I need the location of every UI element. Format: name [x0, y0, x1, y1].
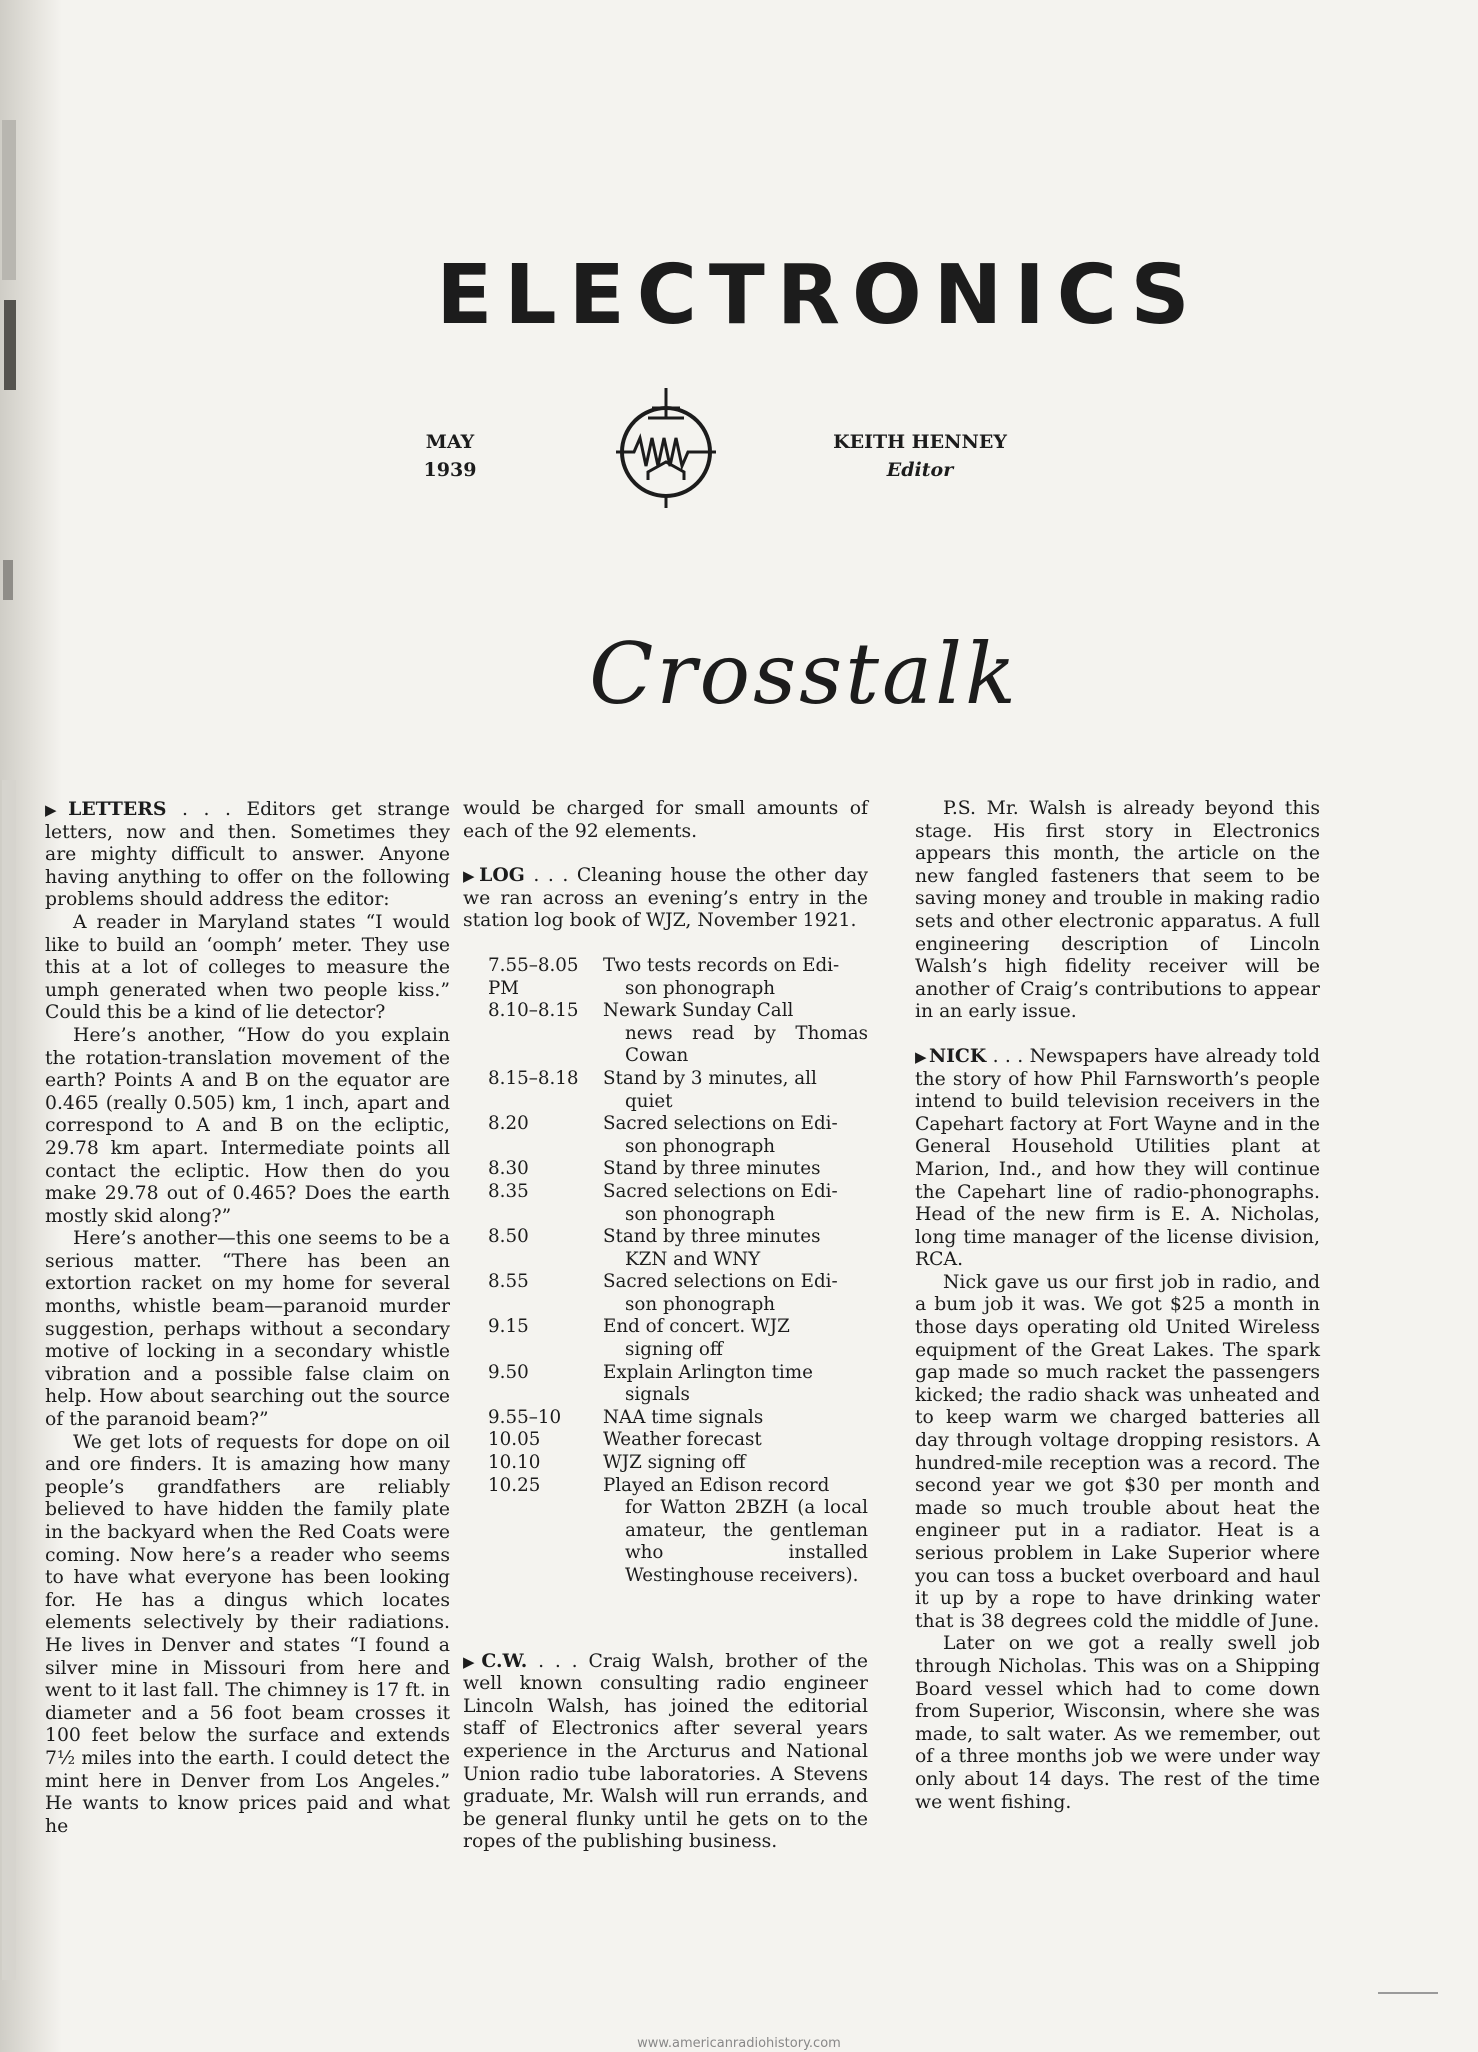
paragraph: We get lots of requests for dope on oil and ore finders. It is amazing how many people’s grandfathers are reliably believed to have hidden the family plate in the backyard when the Red Coats were coming. Now here’s a reader who seems to have what everyone has been looking for. He has a dingus which locates elements selectively by their radiations. He lives in Denver and states “I found a silver mine in Missouri from here and went to it last fall. The chimney is 17 ft. in diameter and a 56 foot beam crosses it 100 feet below the surface and extends 7½ miles into the earth. I could detect the mint here in Denver from Los Angeles.” He wants to know prices paid and what he [45, 1431, 450, 1837]
section-arrow-icon: ▶ [463, 1652, 480, 1671]
editor-role: Editor [886, 459, 954, 481]
section-arrow-icon: ▶ [463, 867, 478, 886]
log-paragraph: ▶ LOG . . . Cleaning house the other day we ran across an evening’s entry in the station log book of WJZ, November 1921. [463, 864, 868, 932]
log-entry [463, 1316, 868, 1361]
column-1 [45, 798, 450, 1838]
log-description: WJZ signing off [603, 1452, 746, 1474]
log-entry [463, 1271, 868, 1316]
tube-logo-icon [612, 386, 720, 510]
log-entry [463, 1181, 868, 1226]
log-description: Stand by three minutes [603, 1158, 821, 1180]
log-entry [463, 1158, 868, 1181]
log-time: 8.10–8.15 [488, 1000, 579, 1022]
log-entry [463, 1429, 868, 1452]
log-entry [463, 1000, 868, 1068]
log-continuation: quiet [625, 1090, 673, 1112]
log-time: 7.55–8.05 PM [488, 954, 579, 999]
log-continuation: signing off [625, 1339, 723, 1361]
ps-paragraph: P.S. Mr. Walsh is already beyond this stage. His first story in Electronics appears this month, the article on the new fangled fasteners that seem to be saving money and trouble in making radio sets and other electronic apparatus. A full engineering description of Lincoln Walsh’s high fidelity receiver will be another of Craig’s contributions to appear in an early issue. [915, 798, 1320, 1023]
log-time: 8.20 [488, 1113, 529, 1135]
paragraph: Nick gave us our first job in radio, and a bum job it was. We got $25 a month in those days operating old United Wireless equipment of the Great Lakes. The spark gap made so much racket the passengers kicked; the radio shack was unheated and to keep warm we charged batteries all day through voltage dropping resistors. A hundred-mile reception was a record. The second year we got $30 per month and made so much trouble about heat the engineer put in a radiator. Heat is a serious problem in Lake Superior where you can toss a bucket overboard and haul it up by a rope to have drinking water that is 38 degrees cold the middle of June. [915, 1271, 1320, 1632]
log-time: 8.55 [488, 1271, 529, 1293]
letters-paragraph: ▶ LETTERS . . . Editors get strange letters, now and then. Sometimes they are mighty difficult to answer. Anyone having anything to offer on the following problems should address the editor: [45, 798, 450, 911]
column-3 [915, 798, 1320, 1814]
log-description: Stand by 3 minutes, all quiet [603, 1068, 868, 1113]
cw-paragraph: ▶ C.W. . . . Craig Walsh, brother of the well known consulting radio engineer Lincoln Walsh, has joined the editorial staff of Electronics after several years experience in the Arcturus and National Union radio tube laboratories. A Stevens graduate, Mr. Walsh will run errands, and be general flunky until he gets on to the ropes of the publishing business. [463, 1649, 868, 1853]
section-keyword: LETTERS [68, 798, 167, 820]
paragraph: Later on we got a really swell job through Nicholas. This was on a Shipping Board vessel which had to come down from Superior, Wisconsin, where she was made, to salt water. As we remember, out of a three months job we were under way only about 14 days. The rest of the time we went fishing. [915, 1633, 1320, 1813]
margin-rule [1378, 1992, 1438, 1994]
log-entry [463, 1407, 868, 1430]
log-description: Sacred selections on Edi- son phonograph [603, 1271, 868, 1316]
log-continuation: for Watton 2BZH (a local amateur, the gentleman who installed Westinghouse receivers). [625, 1497, 868, 1586]
issue-date [395, 428, 505, 484]
log-description: Sacred selections on Edi- son phonograph [603, 1113, 868, 1158]
issue-year: 1939 [423, 459, 477, 481]
log-description: NAA time signals [603, 1406, 764, 1428]
log-time: 9.55–10 [488, 1406, 562, 1428]
log-description: Played an Edison record for Watton 2BZH (a local amateur, the gentleman who installed Westinghouse receivers). [603, 1474, 868, 1586]
log-entry [463, 1113, 868, 1158]
log-time: 8.50 [488, 1226, 529, 1248]
log-time: 10.10 [488, 1452, 541, 1474]
section-arrow-icon: ▶ [45, 801, 67, 819]
issue-month: MAY [425, 431, 475, 453]
log-continuation: son phonograph [625, 1203, 776, 1225]
section-keyword: C.W. [481, 1649, 528, 1672]
nick-paragraph: ▶ NICK . . . Newspapers have already told the story of how Phil Farnsworth’s people intend to build television receivers in the Capehart factory at Fort Wayne and in the General Household Utilities plant at Marion, Ind., and how they will continue the Capehart line of radio-phonographs. Head of the new firm is E. A. Nicholas, long time manager of the license division, RCA. [915, 1044, 1320, 1271]
section-arrow-icon: ▶ [915, 1047, 927, 1066]
editor-name: KEITH HENNEY [833, 431, 1007, 453]
log-description: Weather forecast [603, 1429, 762, 1451]
log-description: Newark Sunday Call news read by Thomas Cowan [603, 1000, 868, 1067]
log-time: 9.50 [488, 1361, 529, 1383]
log-continuation: son phonograph [625, 977, 776, 999]
log-time: 8.35 [488, 1180, 529, 1202]
section-keyword: LOG [479, 864, 525, 887]
column-2 [463, 798, 868, 1854]
log-entry [463, 955, 868, 1000]
log-entry [463, 1362, 868, 1407]
log-time: 10.05 [488, 1429, 541, 1451]
station-log [463, 955, 868, 1588]
log-entry [463, 1452, 868, 1475]
source-watermark: www.americanradiohistory.com [637, 2036, 841, 2051]
paragraph: A reader in Maryland states “I would like to build an ‘oomph’ meter. They use this at a lot of colleges to measure the umph generated when two people kiss.” Could this be a kind of lie detector? [45, 911, 450, 1024]
page-title: Crosstalk [589, 625, 1019, 723]
log-continuation: signals [625, 1384, 690, 1406]
paragraph: Here’s another—this one seems to be a serious matter. “There has been an extortion racket on my home for several months, whistle beam—paranoid murder suggestion, perhaps without a secondary motive of locking in a secondary whistle vibration and a possible false claim on help. How about searching out the source of the paranoid beam?” [45, 1228, 450, 1431]
masthead: ELECTRONICS [436, 248, 1202, 343]
log-time: 8.30 [488, 1158, 529, 1180]
log-entry [463, 1068, 868, 1113]
log-description: Sacred selections on Edi- son phonograph [603, 1181, 868, 1226]
log-continuation: son phonograph [625, 1293, 776, 1315]
log-continuation: son phonograph [625, 1135, 776, 1157]
log-description: Stand by three minutes KZN and WNY [603, 1226, 868, 1271]
log-time: 8.15–8.18 [488, 1067, 579, 1089]
paragraph: would be charged for small amounts of each of the 92 elements. [463, 798, 868, 842]
log-time: 9.15 [488, 1316, 529, 1338]
log-description: End of concert. WJZ signing off [603, 1316, 868, 1361]
log-description: Two tests records on Edi- son phonograph [603, 955, 868, 1000]
log-time: 10.25 [488, 1474, 541, 1496]
paragraph: Here’s another, “How do you explain the rotation-translation movement of the earth? Points A and B on the equator are 0.465 (really 0.505) km, 1 inch, apart and correspond to A and B on the ecliptic, 29.78 km apart. Intermediate points all contact the ecliptic. How then do you make 29.78 out of 0.465? Does the earth mostly skid along?” [45, 1024, 450, 1227]
log-continuation: KZN and WNY [625, 1248, 761, 1270]
section-keyword: NICK [928, 1044, 987, 1067]
log-continuation: news read by Thomas Cowan [625, 1022, 868, 1067]
log-entry [463, 1475, 868, 1588]
editor-credit [825, 428, 1015, 484]
log-entry [463, 1226, 868, 1271]
log-description: Explain Arlington time signals [603, 1362, 868, 1407]
